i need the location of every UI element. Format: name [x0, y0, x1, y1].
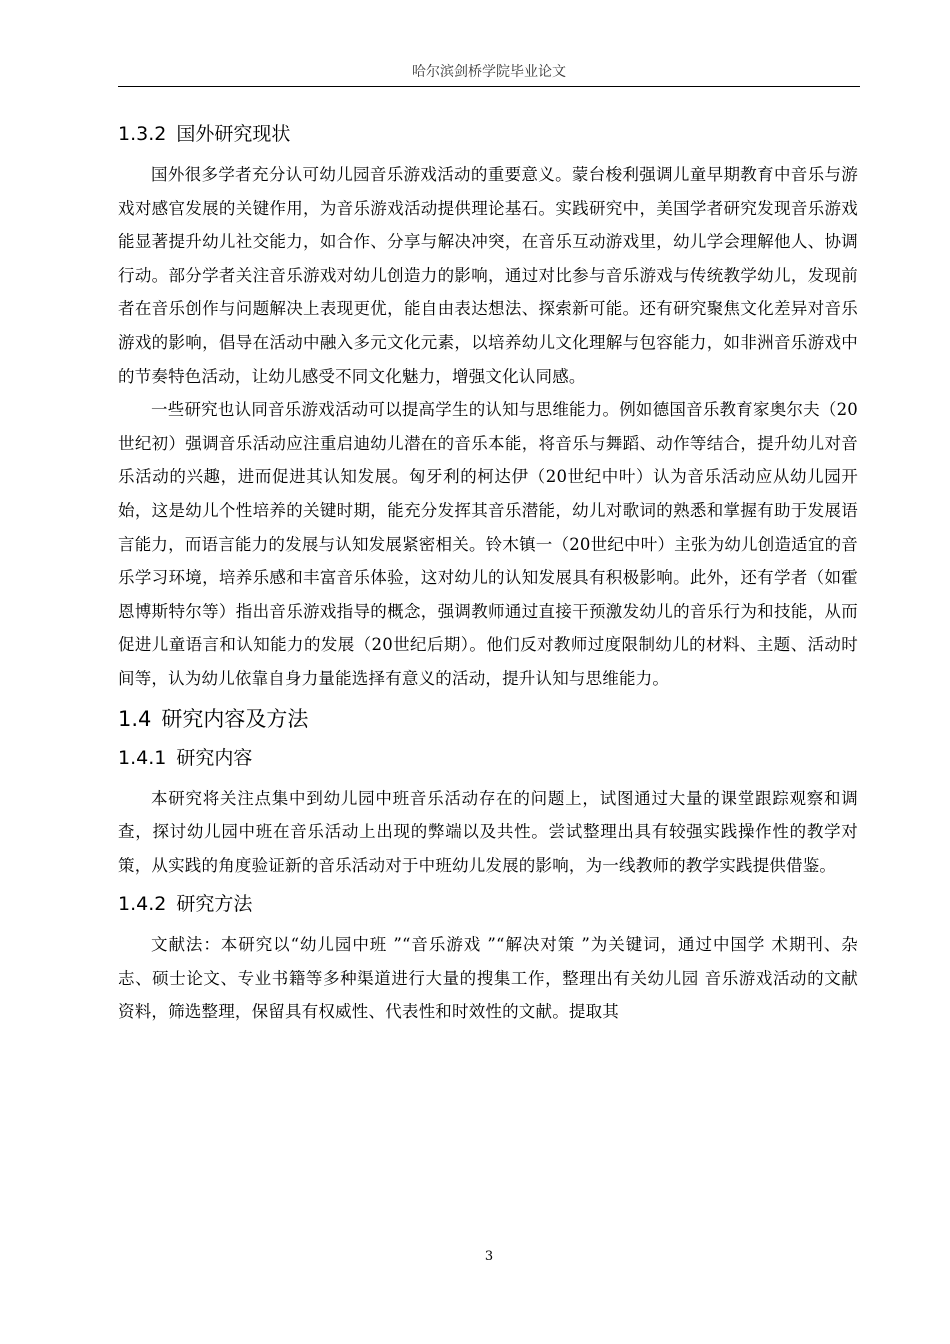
- section-number: 1.4.2: [118, 893, 167, 916]
- section-title: 国外研究现状: [176, 123, 291, 145]
- section-heading-1-4-2: [118, 890, 858, 918]
- page-number: 3: [484, 1249, 494, 1264]
- running-header: 哈尔滨剑桥学院毕业论文: [412, 64, 566, 80]
- header-divider: [118, 86, 860, 87]
- section-heading-1-4-1: [118, 744, 858, 772]
- section-heading-1-3-2: [118, 120, 858, 148]
- section-title: 研究内容及方法: [161, 706, 309, 731]
- section-number: 1.4.1: [118, 746, 167, 769]
- section-number: 1.3.2: [118, 123, 167, 145]
- section-heading-1-4: [118, 704, 858, 734]
- section-title: 研究内容: [176, 746, 253, 769]
- paragraph: 国外很多学者充分认可幼儿园音乐游戏活动的重要意义。蒙台梭利强调儿童早期教育中音乐与游戏对感官发展的关键作用，为音乐游戏活动提供理论基石。实践研究中，美国学者研究发现音乐游戏能显著提升幼儿社交能力，如合作、分享与解决冲突，在音乐互动游戏里，幼儿学会理解他人、协调行动。部分学者关注音乐游戏对幼儿创造力的影响，通过对比参与音乐游戏与传统教学幼儿，发现前者在音乐创作与问题解决上表现更优，能自由表达想法、探索新可能。还有研究聚焦文化差异对音乐游戏的影响，倡导在活动中融入多元文化元素，以培养幼儿文化理解与包容能力，如非洲音乐游戏中的节奏特色活动，让幼儿感受不同文化魅力，增强文化认同感。: [118, 165, 858, 386]
- paragraph: 本研究将关注点集中到幼儿园中班音乐活动存在的问题上，试图通过大量的课堂跟踪观察和调查，探讨幼儿园中班在音乐活动上出现的弊端以及共性。尝试整理出具有较强实践操作性的教学对策，从实践的角度验证新的音乐活动对于中班幼儿发展的影响，为一线教师的教学实践提供借鉴。: [118, 788, 858, 875]
- section-title: 研究方法: [176, 893, 253, 916]
- page-content: [118, 120, 858, 1029]
- paragraph: 文献法：本研究以“幼儿园中班 ”“音乐游戏 ”“解决对策 ”为关键词，通过中国学 术期刊、杂志、硕士论文、专业书籍等多种渠道进行大量的搜集工作，整理出有关幼儿园 音乐游戏活动的文献资料，筛选整理，保留具有权威性、代表性和时效性的文献。提取其: [118, 935, 858, 1022]
- section-number: 1.4: [118, 706, 152, 731]
- paragraph: 一些研究也认同音乐游戏活动可以提高学生的认知与思维能力。例如德国音乐教育家奥尔夫（20世纪初）强调音乐活动应注重启迪幼儿潜在的音乐本能，将音乐与舞蹈、动作等结合，提升幼儿对音乐活动的兴趣，进而促进其认知发展。匈牙利的柯达伊（20世纪中叶）认为音乐活动应从幼儿园开始，这是幼儿个性培养的关键时期，能充分发挥其音乐潜能，幼儿对歌词的熟悉和掌握有助于发展语言能力，而语言能力的发展与认知发展紧密相关。铃木镇一（20世纪中叶）主张为幼儿创造适宜的音乐学习环境，培养乐感和丰富音乐体验，这对幼儿的认知发展具有积极影响。此外，还有学者（如霍恩博斯特尔等）指出音乐游戏指导的概念，强调教师通过直接干预激发幼儿的音乐行为和技能，从而促进儿童语言和认知能力的发展（20世纪后期）。他们反对教师过度限制幼儿的材料、主题、活动时间等，认为幼儿依靠自身力量能选择有意义的活动，提升认知与思维能力。: [118, 400, 858, 688]
